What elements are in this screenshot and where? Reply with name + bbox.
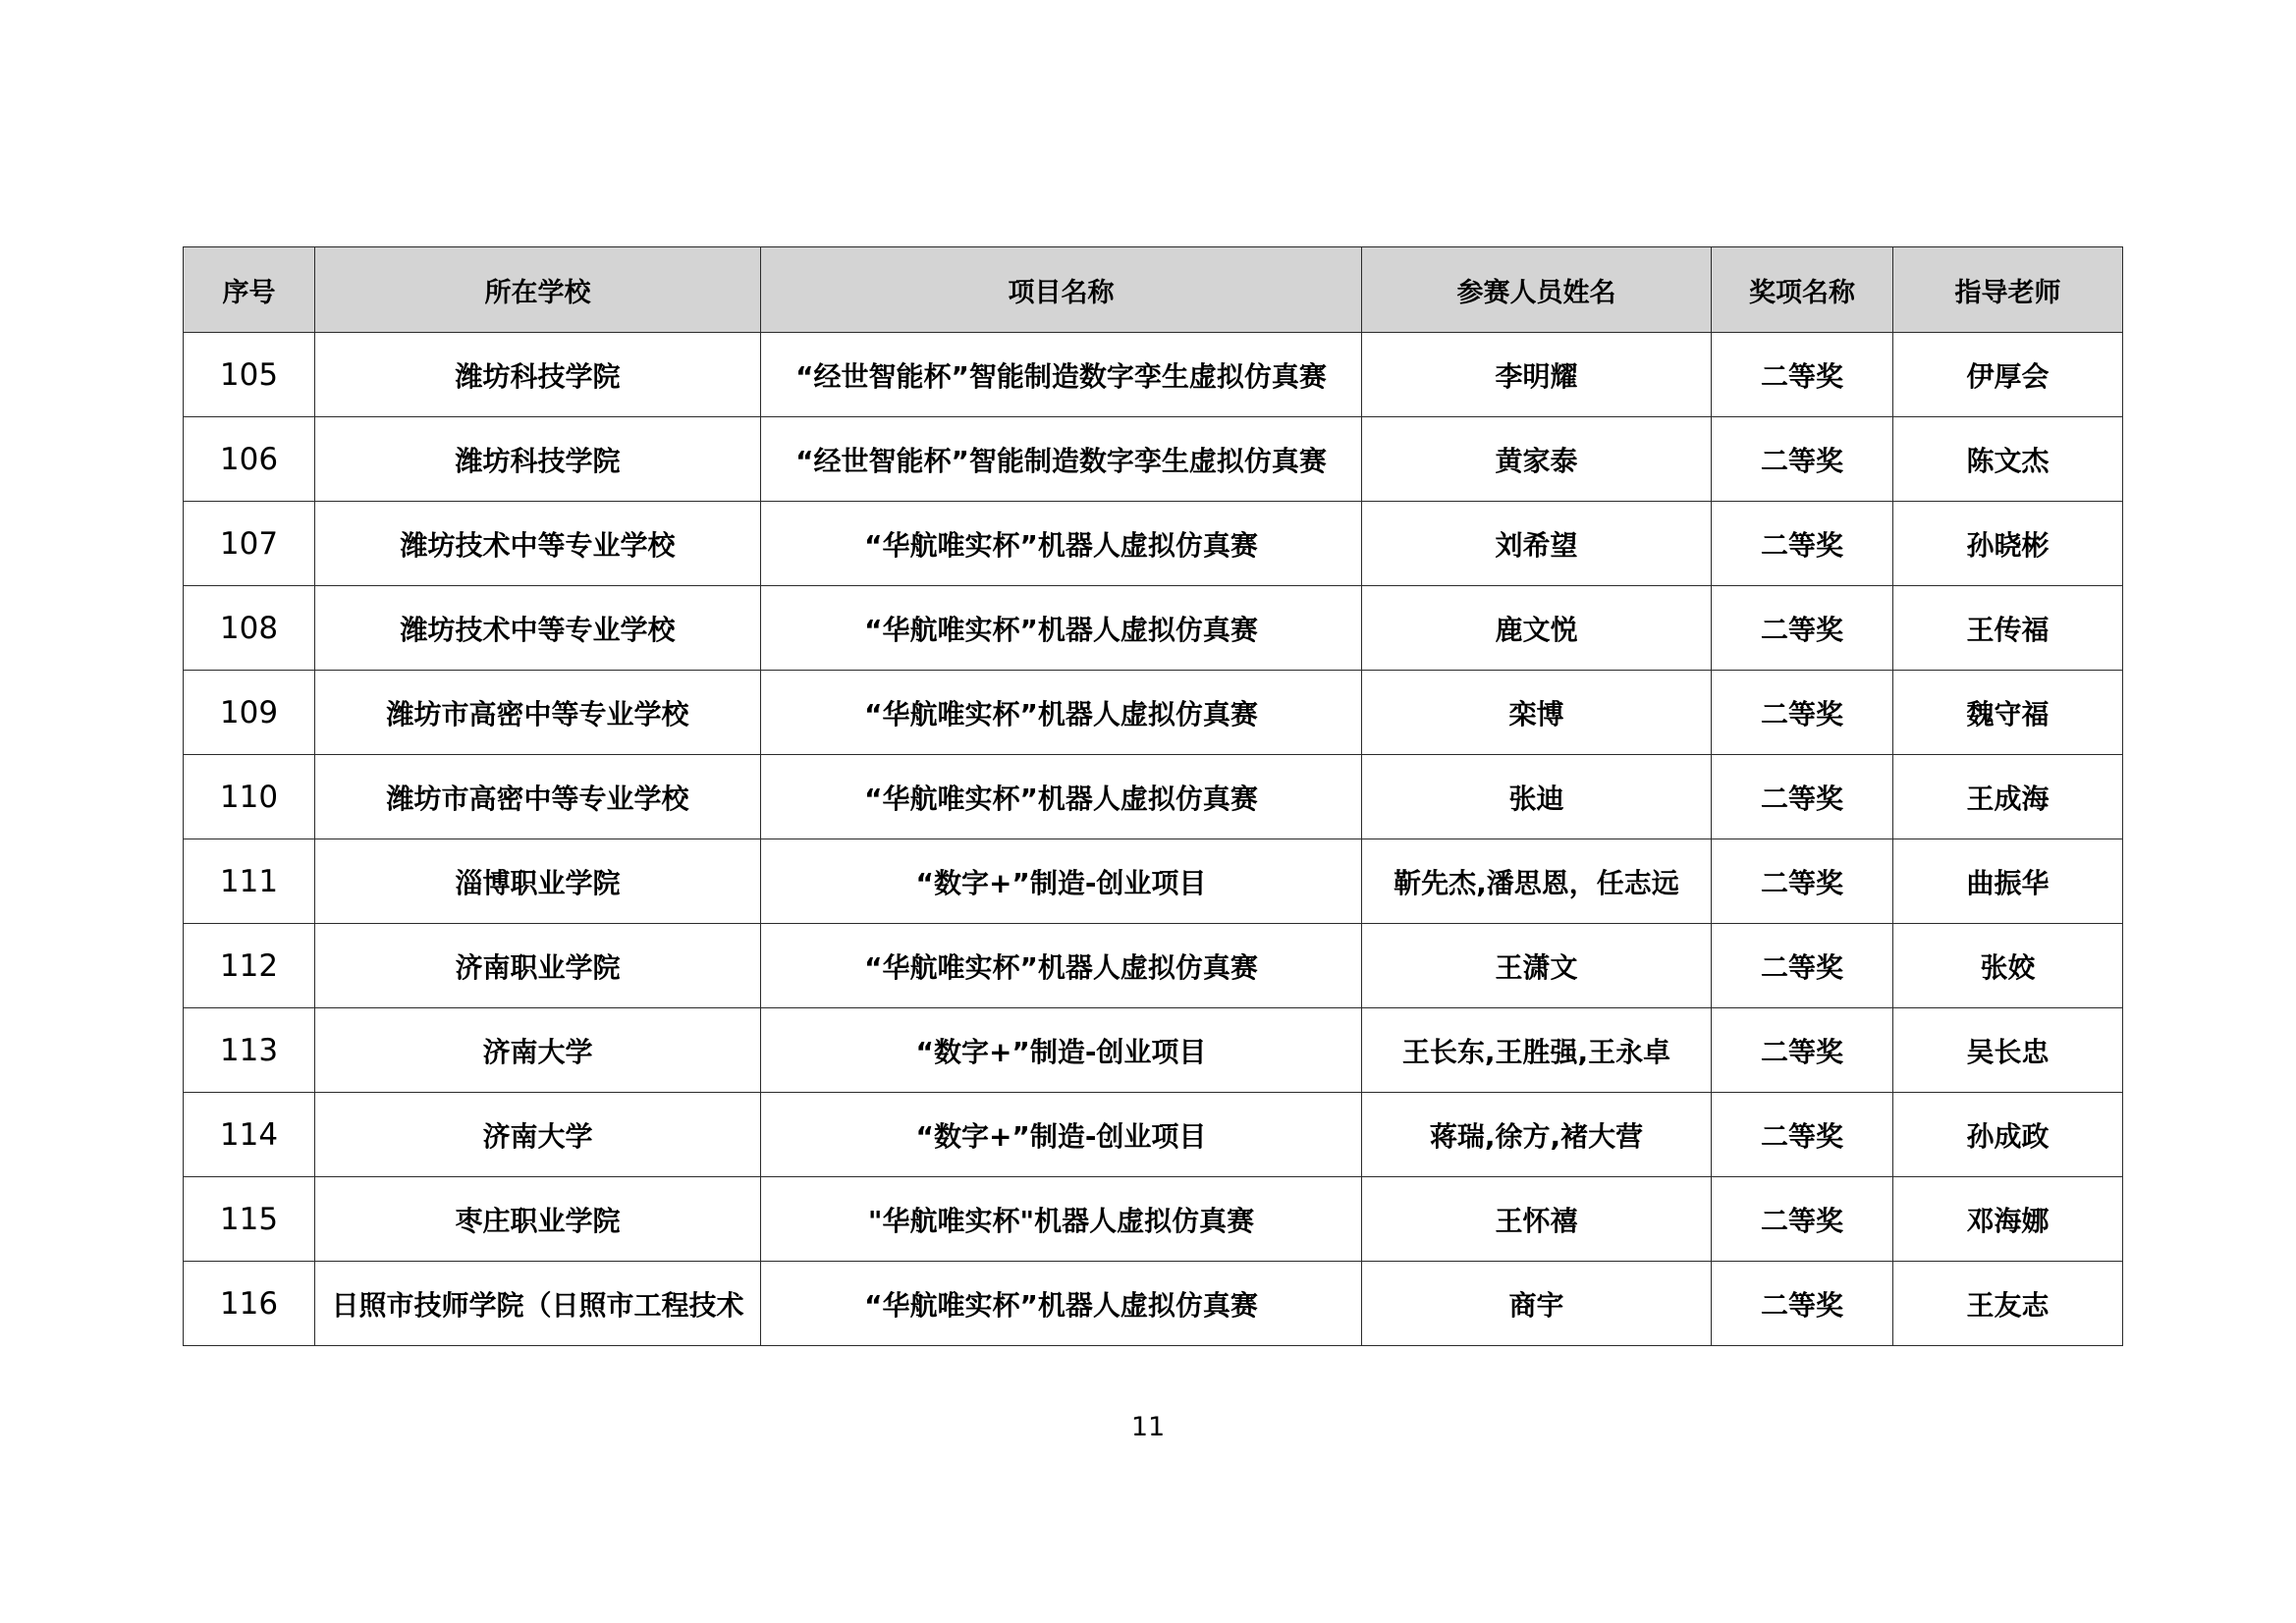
cell-advisor: 孙成政	[1893, 1093, 2123, 1177]
cell-advisor: 伊厚会	[1893, 333, 2123, 417]
table-row	[184, 1008, 2123, 1093]
cell-index: 113	[184, 1008, 315, 1093]
cell-project: “华航唯实杯”机器人虚拟仿真赛	[761, 671, 1362, 755]
cell-award: 二等奖	[1712, 333, 1893, 417]
cell-award: 二等奖	[1712, 417, 1893, 502]
cell-participants: 王怀禧	[1362, 1177, 1712, 1262]
cell-participants: 刘希望	[1362, 502, 1712, 586]
cell-participants: 蒋瑞,徐方,褚大营	[1362, 1093, 1712, 1177]
header-participants: 参赛人员姓名	[1362, 247, 1712, 333]
cell-index: 109	[184, 671, 315, 755]
cell-school: 潍坊市高密中等专业学校	[315, 671, 761, 755]
cell-participants: 张迪	[1362, 755, 1712, 839]
cell-index: 115	[184, 1177, 315, 1262]
table-row	[184, 502, 2123, 586]
header-school: 所在学校	[315, 247, 761, 333]
cell-school: 济南大学	[315, 1093, 761, 1177]
cell-participants: 黄家泰	[1362, 417, 1712, 502]
header-advisor: 指导老师	[1893, 247, 2123, 333]
table-row	[184, 417, 2123, 502]
cell-index: 116	[184, 1262, 315, 1346]
cell-project: “数字+”制造-创业项目	[761, 1093, 1362, 1177]
cell-award: 二等奖	[1712, 755, 1893, 839]
cell-award: 二等奖	[1712, 1262, 1893, 1346]
cell-project: “华航唯实杯”机器人虚拟仿真赛	[761, 586, 1362, 671]
cell-award: 二等奖	[1712, 1177, 1893, 1262]
table-row	[184, 586, 2123, 671]
table-row	[184, 333, 2123, 417]
cell-participants: 靳先杰,潘思恩，任志远	[1362, 839, 1712, 924]
table-body	[184, 333, 2123, 1346]
cell-award: 二等奖	[1712, 1008, 1893, 1093]
table-header	[184, 247, 2123, 333]
cell-index: 114	[184, 1093, 315, 1177]
cell-school: 济南职业学院	[315, 924, 761, 1008]
header-row	[184, 247, 2123, 333]
cell-project: “华航唯实杯”机器人虚拟仿真赛	[761, 502, 1362, 586]
cell-index: 111	[184, 839, 315, 924]
cell-advisor: 魏守福	[1893, 671, 2123, 755]
cell-award: 二等奖	[1712, 924, 1893, 1008]
cell-participants: 王潇文	[1362, 924, 1712, 1008]
cell-participants: 李明耀	[1362, 333, 1712, 417]
cell-index: 112	[184, 924, 315, 1008]
cell-school: 潍坊技术中等专业学校	[315, 502, 761, 586]
cell-advisor: 曲振华	[1893, 839, 2123, 924]
cell-index: 105	[184, 333, 315, 417]
cell-school: 潍坊市高密中等专业学校	[315, 755, 761, 839]
cell-award: 二等奖	[1712, 502, 1893, 586]
cell-advisor: 张姣	[1893, 924, 2123, 1008]
header-project: 项目名称	[761, 247, 1362, 333]
cell-school: 潍坊科技学院	[315, 333, 761, 417]
cell-award: 二等奖	[1712, 839, 1893, 924]
cell-project: “华航唯实杯”机器人虚拟仿真赛	[761, 1262, 1362, 1346]
cell-award: 二等奖	[1712, 586, 1893, 671]
cell-advisor: 邓海娜	[1893, 1177, 2123, 1262]
table-row	[184, 839, 2123, 924]
cell-award: 二等奖	[1712, 1093, 1893, 1177]
cell-participants: 王长东,王胜强,王永卓	[1362, 1008, 1712, 1093]
table-row	[184, 755, 2123, 839]
table-row	[184, 671, 2123, 755]
cell-participants: 鹿文悦	[1362, 586, 1712, 671]
cell-index: 110	[184, 755, 315, 839]
header-award: 奖项名称	[1712, 247, 1893, 333]
cell-school: 淄博职业学院	[315, 839, 761, 924]
cell-project: “数字+”制造-创业项目	[761, 1008, 1362, 1093]
cell-advisor: 王友志	[1893, 1262, 2123, 1346]
cell-school: 潍坊技术中等专业学校	[315, 586, 761, 671]
cell-project: “经世智能杯”智能制造数字孪生虚拟仿真赛	[761, 417, 1362, 502]
cell-index: 106	[184, 417, 315, 502]
cell-participants: 商宇	[1362, 1262, 1712, 1346]
cell-project: “华航唯实杯”机器人虚拟仿真赛	[761, 755, 1362, 839]
cell-school: 济南大学	[315, 1008, 761, 1093]
table-row	[184, 924, 2123, 1008]
cell-school: 潍坊科技学院	[315, 417, 761, 502]
cell-project: “经世智能杯”智能制造数字孪生虚拟仿真赛	[761, 333, 1362, 417]
award-table	[183, 246, 2123, 1346]
cell-project: “数字+”制造-创业项目	[761, 839, 1362, 924]
cell-participants: 栾博	[1362, 671, 1712, 755]
table-row	[184, 1177, 2123, 1262]
cell-advisor: 陈文杰	[1893, 417, 2123, 502]
cell-advisor: 吴长忠	[1893, 1008, 2123, 1093]
cell-index: 107	[184, 502, 315, 586]
cell-index: 108	[184, 586, 315, 671]
cell-project: “华航唯实杯”机器人虚拟仿真赛	[761, 924, 1362, 1008]
header-index: 序号	[184, 247, 315, 333]
cell-advisor: 王传福	[1893, 586, 2123, 671]
cell-school: 日照市技师学院（日照市工程技术	[315, 1262, 761, 1346]
cell-award: 二等奖	[1712, 671, 1893, 755]
table-row	[184, 1262, 2123, 1346]
cell-school: 枣庄职业学院	[315, 1177, 761, 1262]
cell-advisor: 王成海	[1893, 755, 2123, 839]
cell-advisor: 孙晓彬	[1893, 502, 2123, 586]
cell-project: "华航唯实杯"机器人虚拟仿真赛	[761, 1177, 1362, 1262]
table-row	[184, 1093, 2123, 1177]
page-number: 11	[1130, 1412, 1166, 1442]
